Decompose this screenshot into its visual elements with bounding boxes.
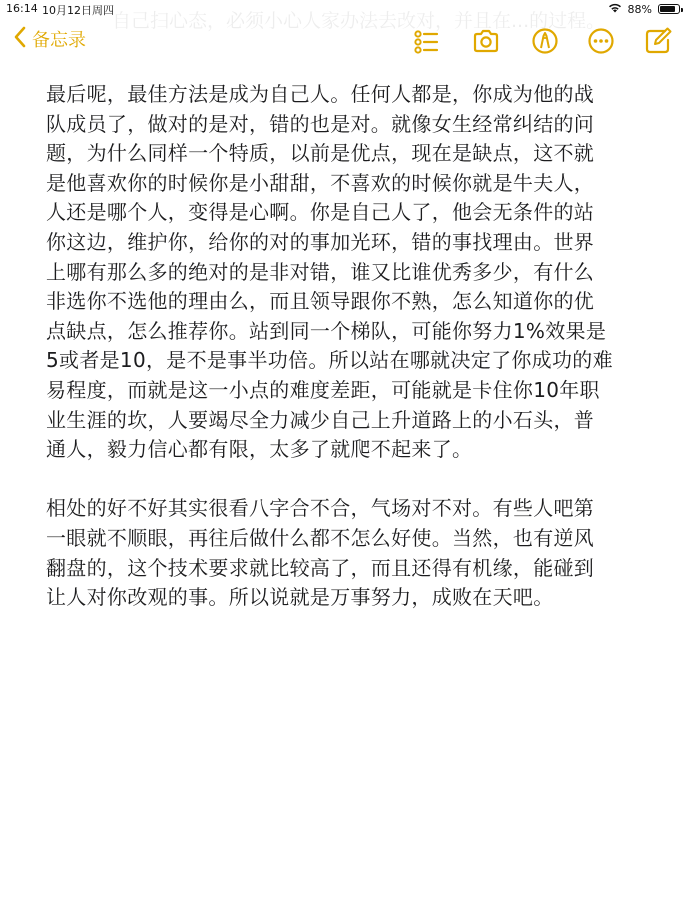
note-line: 一眼就不顺眼，再往后做什么都不怎么好使。当然，也有逆风	[46, 525, 595, 550]
wifi-icon	[608, 2, 622, 16]
note-line: 是他喜欢你的时候你是小甜甜，不喜欢的时候你就是牛夫人，	[46, 170, 595, 195]
compose-icon[interactable]	[643, 26, 673, 56]
status-date: 10月12日周四	[42, 4, 114, 17]
checklist-icon[interactable]	[411, 26, 441, 56]
note-line: 通人，毅力信心都有限，太多了就爬不起来了。	[46, 437, 473, 462]
note-body[interactable]	[46, 80, 650, 613]
status-time: 16:14	[6, 2, 38, 15]
note-line: 上哪有那么多的绝对的是非对错，谁又比谁优秀多少，有什么	[46, 259, 595, 284]
note-paragraph-2	[46, 494, 650, 612]
note-line: 人还是哪个人，变得是心啊。你是自己人了，他会无条件的站	[46, 200, 595, 225]
more-icon[interactable]	[586, 26, 616, 56]
note-line: 相处的好不好其实很看八字合不合，气场对不对。有些人吧第	[46, 496, 595, 521]
note-line: 让人对你改观的事。所以说就是万事努力，成败在天吧。	[46, 585, 554, 610]
note-line: 翻盘的，这个技术要求就比较高了，而且还得有机缘，能碰到	[46, 555, 595, 580]
paragraph-gap	[46, 465, 650, 495]
note-line: 业生涯的坎，人要竭尽全力减少自己上升道路上的小石头，普	[46, 407, 595, 432]
battery-icon	[658, 4, 680, 14]
note-line: 你这边，维护你，给你的对的事加光环，错的事找理由。世界	[46, 229, 595, 254]
scrolled-under-text: 自己扫心态，必须小心人家办法去改对，并且在...的过程。	[112, 10, 606, 32]
back-button[interactable]	[14, 26, 86, 52]
note-line: 最后呢，最佳方法是成为自己人。任何人都是，你成为他的战	[46, 82, 595, 106]
back-label: 备忘录	[32, 30, 86, 51]
battery-tip	[681, 8, 683, 12]
markup-pen-icon[interactable]	[530, 26, 560, 56]
status-bar	[0, 0, 690, 18]
note-line: 点缺点，怎么推荐你。站到同一个梯队，可能你努力1%效果是	[46, 318, 607, 343]
note-line: 易程度，而就是这一小点的难度差距，可能就是卡住你10年职	[46, 377, 600, 402]
camera-icon[interactable]	[471, 26, 501, 56]
status-indicators	[608, 2, 680, 16]
note-line: 队成员了，做对的是对，错的也是对。就像女生经常纠结的问	[46, 111, 595, 136]
battery-percent: 88%	[627, 2, 652, 16]
note-paragraph-1	[46, 80, 650, 465]
note-line: 题，为什么同样一个特质，以前是优点，现在是缺点，这不就	[46, 141, 595, 166]
battery-fill	[660, 6, 675, 12]
notes-toolbar	[0, 18, 690, 62]
chevron-left-icon	[14, 26, 26, 52]
note-line: 非选你不选他的理由么，而且领导跟你不熟，怎么知道你的优	[46, 289, 595, 314]
note-line: 5或者是10，是不是事半功倍。所以站在哪就决定了你成功的难	[46, 348, 613, 373]
